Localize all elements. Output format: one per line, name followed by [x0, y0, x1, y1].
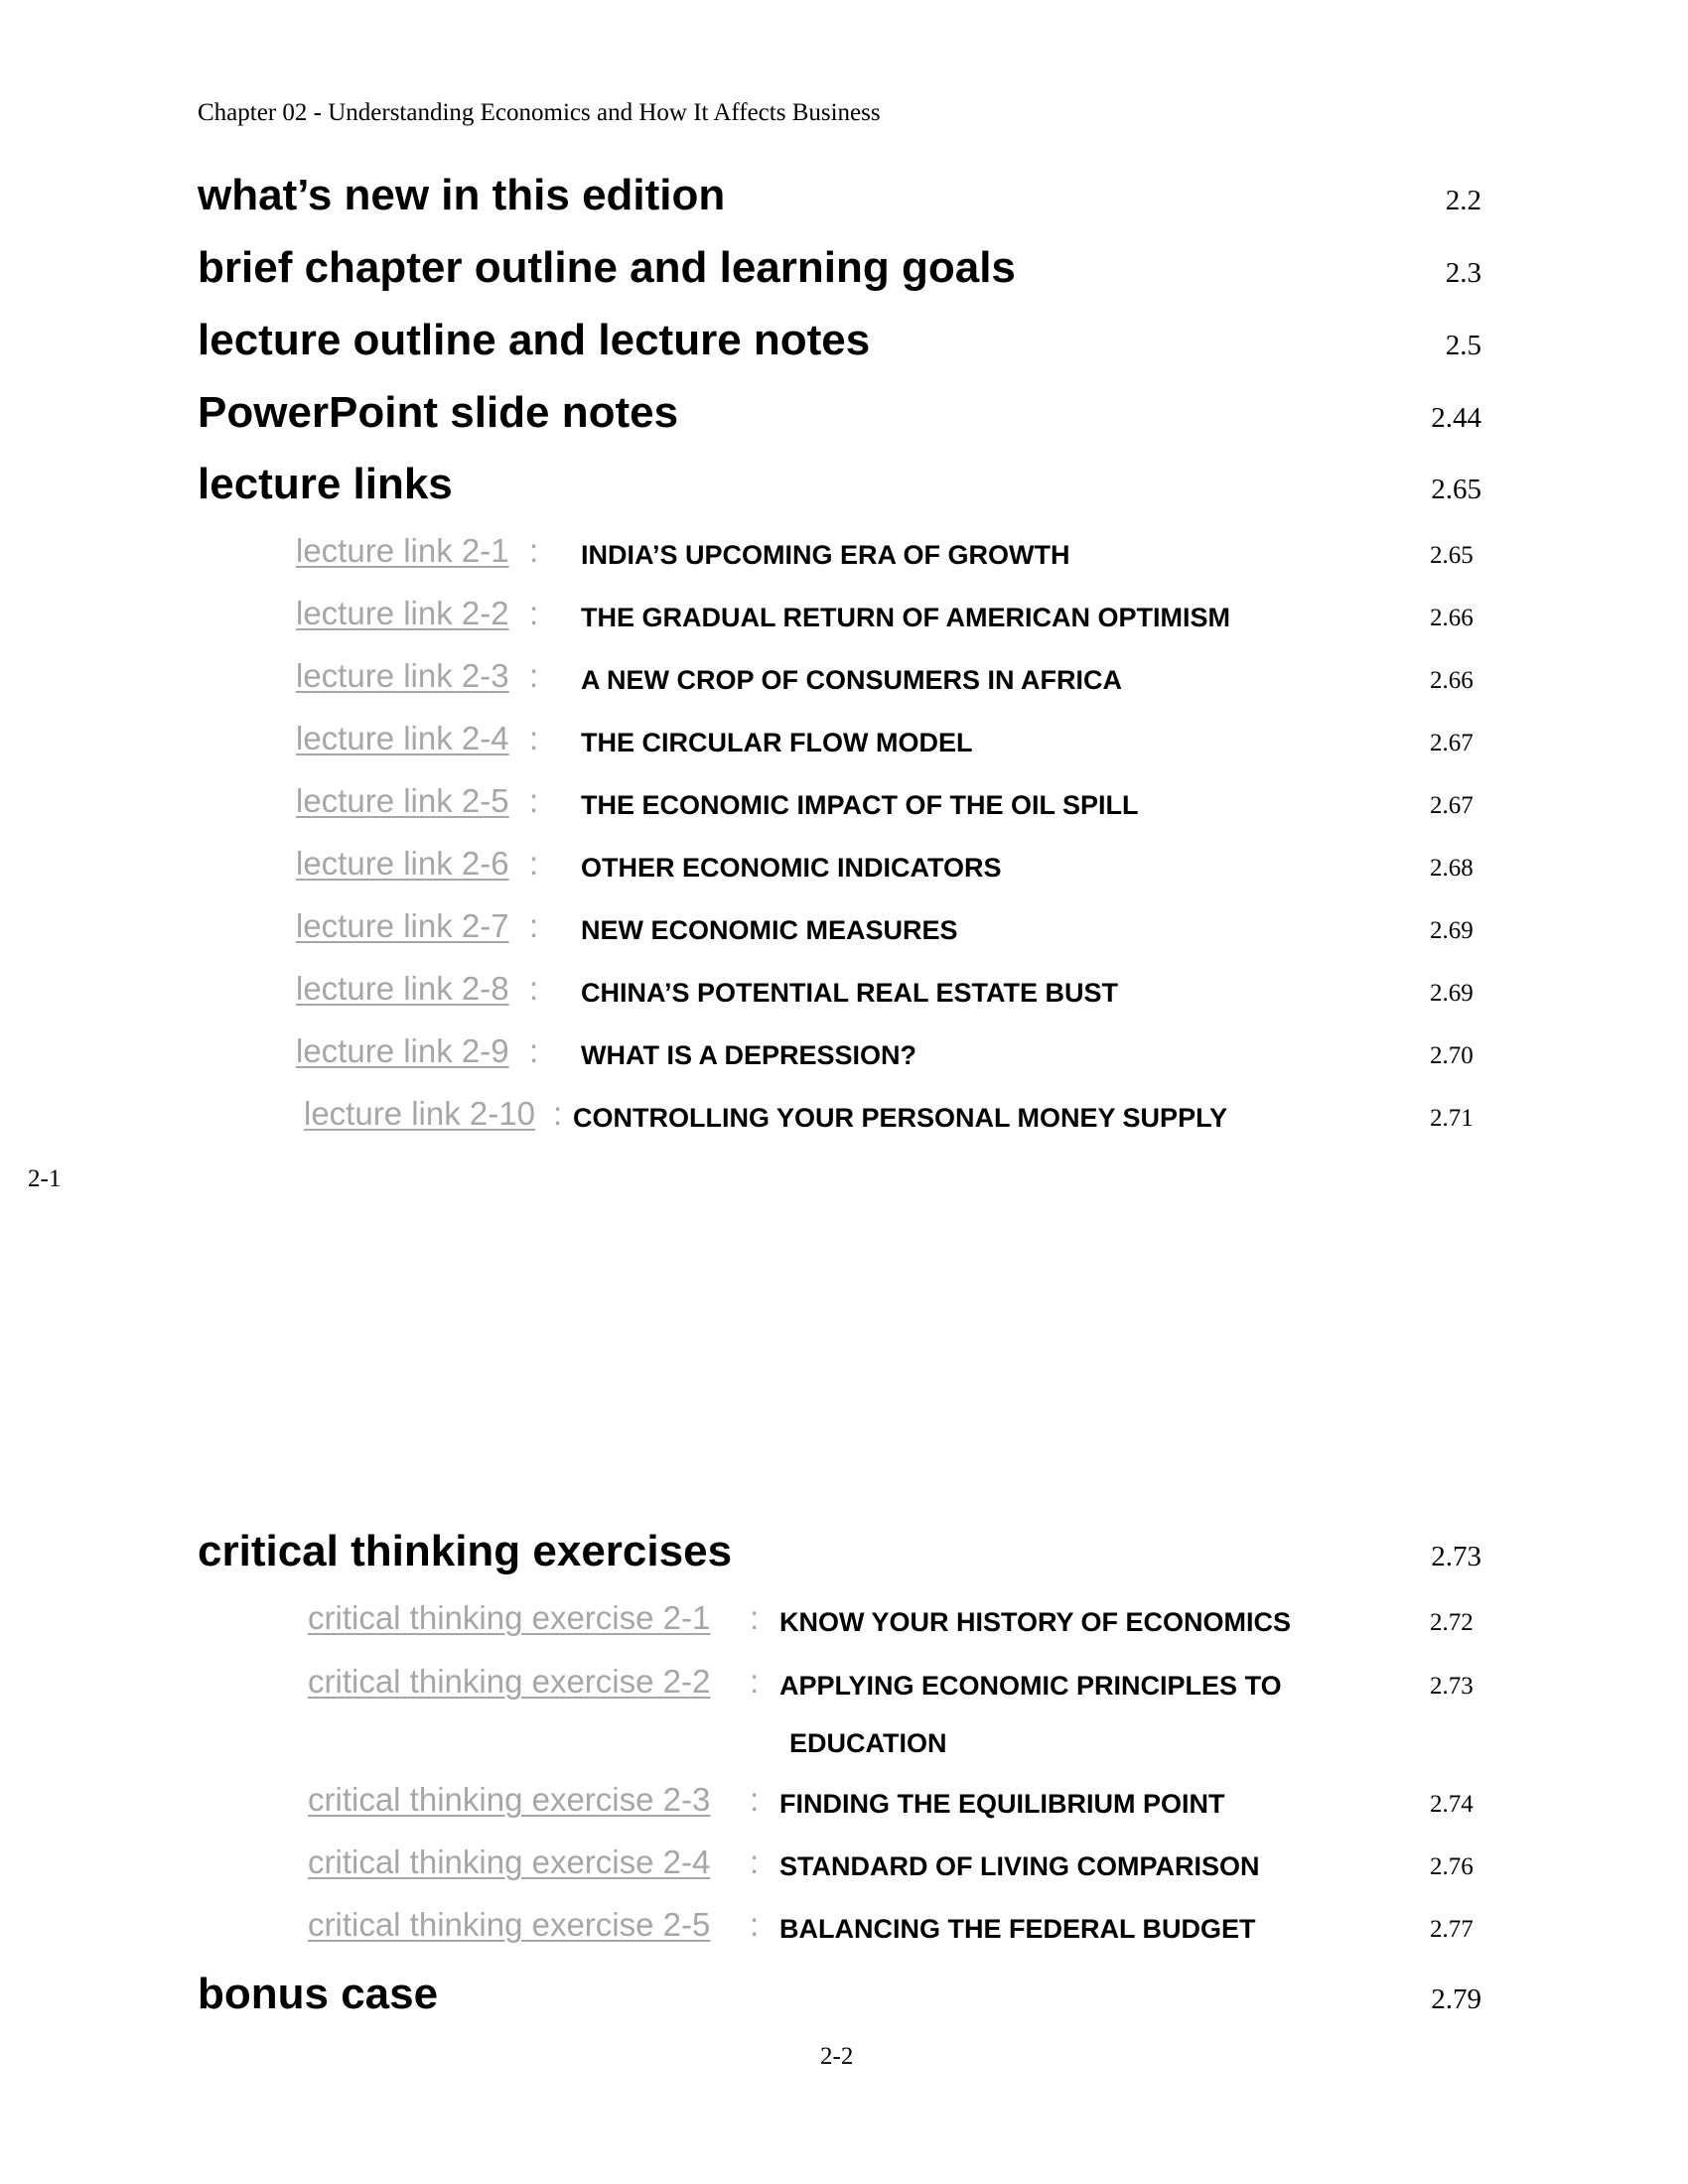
lecture-link-2-1[interactable]: lecture link 2-1: [296, 532, 509, 569]
exercise-page: 2.76: [1430, 1853, 1474, 1880]
toc-page-whats-new: 2.2: [1445, 185, 1481, 216]
exercise-title-continued: EDUCATION: [789, 1728, 947, 1758]
toc-page-brief-outline: 2.3: [1445, 257, 1481, 289]
exercise-page: 2.73: [1430, 1673, 1474, 1700]
lecture-link-title: THE ECONOMIC IMPACT OF THE OIL SPILL: [581, 790, 1139, 820]
lecture-link-page: 2.71: [1430, 1105, 1474, 1132]
lecture-link-title: THE GRADUAL RETURN OF AMERICAN OPTIMISM: [581, 603, 1230, 632]
lecture-link-colon: :: [529, 970, 539, 1007]
lecture-link-2-9[interactable]: lecture link 2-9: [296, 1032, 509, 1069]
lecture-link-colon: :: [529, 720, 539, 756]
lecture-link-page: 2.65: [1430, 542, 1474, 569]
lecture-link-title: INDIA’S UPCOMING ERA OF GROWTH: [581, 540, 1070, 570]
toc-heading-whats-new[interactable]: what’s new in this edition: [198, 171, 726, 219]
lecture-link-title: CONTROLLING YOUR PERSONAL MONEY SUPPLY: [573, 1103, 1228, 1133]
lecture-link-2-5[interactable]: lecture link 2-5: [296, 782, 509, 819]
exercise-colon: :: [750, 1663, 760, 1700]
lecture-link-colon: :: [529, 532, 539, 569]
critical-thinking-exercise-2-4[interactable]: critical thinking exercise 2-4: [308, 1843, 711, 1880]
lecture-link-2-4[interactable]: lecture link 2-4: [296, 720, 509, 756]
lecture-link-colon: :: [529, 1032, 539, 1069]
exercise-title: BALANCING THE FEDERAL BUDGET: [779, 1914, 1256, 1944]
lecture-link-title: OTHER ECONOMIC INDICATORS: [581, 853, 1002, 883]
exercise-page: 2.77: [1430, 1916, 1474, 1943]
lecture-link-colon: :: [529, 657, 539, 694]
toc-heading-bonus-case[interactable]: bonus case: [198, 1970, 439, 2018]
exercise-page: 2.72: [1430, 1609, 1474, 1636]
lecture-link-colon: :: [529, 595, 539, 631]
lecture-link-colon: :: [529, 907, 539, 944]
exercise-colon: :: [750, 1781, 760, 1818]
critical-thinking-exercise-2-3[interactable]: critical thinking exercise 2-3: [308, 1781, 711, 1818]
toc-heading-critical-thinking[interactable]: critical thinking exercises: [198, 1527, 733, 1575]
toc-page-bonus-case: 2.79: [1431, 1983, 1481, 2015]
toc-heading-powerpoint[interactable]: PowerPoint slide notes: [198, 388, 679, 437]
exercise-title: KNOW YOUR HISTORY OF ECONOMICS: [779, 1607, 1292, 1637]
lecture-link-title: THE CIRCULAR FLOW MODEL: [581, 728, 973, 757]
lecture-link-page: 2.69: [1430, 917, 1474, 944]
exercise-colon: :: [750, 1906, 760, 1943]
toc-heading-brief-outline[interactable]: brief chapter outline and learning goals: [198, 243, 1016, 292]
critical-thinking-exercise-2-2[interactable]: critical thinking exercise 2-2: [308, 1663, 711, 1700]
toc-heading-lecture-links[interactable]: lecture links: [198, 460, 453, 508]
lecture-link-title: NEW ECONOMIC MEASURES: [581, 915, 958, 945]
lecture-link-page: 2.66: [1430, 667, 1474, 694]
exercise-page: 2.74: [1430, 1791, 1474, 1818]
lecture-link-2-10[interactable]: lecture link 2-10: [304, 1095, 535, 1132]
lecture-link-title: A NEW CROP OF CONSUMERS IN AFRICA: [581, 665, 1123, 695]
lecture-link-page: 2.68: [1430, 855, 1474, 882]
lecture-link-page: 2.66: [1430, 605, 1474, 631]
lecture-link-page: 2.69: [1430, 980, 1474, 1007]
lecture-link-page: 2.70: [1430, 1042, 1474, 1069]
lecture-link-title: CHINA’S POTENTIAL REAL ESTATE BUST: [581, 978, 1119, 1008]
lecture-link-2-6[interactable]: lecture link 2-6: [296, 845, 509, 882]
lecture-link-2-3[interactable]: lecture link 2-3: [296, 657, 509, 694]
lecture-link-colon: :: [529, 782, 539, 819]
footer-page-number: 2-2: [820, 2043, 854, 2070]
critical-thinking-exercise-2-1[interactable]: critical thinking exercise 2-1: [308, 1599, 711, 1636]
exercise-title: APPLYING ECONOMIC PRINCIPLES TO: [779, 1671, 1282, 1701]
lecture-link-page: 2.67: [1430, 730, 1474, 756]
lecture-link-colon: :: [553, 1095, 563, 1132]
lecture-link-2-8[interactable]: lecture link 2-8: [296, 970, 509, 1007]
lecture-link-colon: :: [529, 845, 539, 882]
toc-heading-lecture-outline[interactable]: lecture outline and lecture notes: [198, 316, 871, 364]
exercise-colon: :: [750, 1599, 760, 1636]
critical-thinking-exercise-2-5[interactable]: critical thinking exercise 2-5: [308, 1906, 711, 1943]
exercise-colon: :: [750, 1843, 760, 1880]
exercise-title: STANDARD OF LIVING COMPARISON: [779, 1851, 1260, 1881]
toc-page-lecture-links: 2.65: [1431, 474, 1481, 505]
exercise-title: FINDING THE EQUILIBRIUM POINT: [779, 1789, 1225, 1819]
page-marker: 2-1: [28, 1165, 62, 1192]
lecture-link-title: WHAT IS A DEPRESSION?: [581, 1040, 917, 1070]
toc-page-powerpoint: 2.44: [1431, 402, 1481, 434]
lecture-link-2-2[interactable]: lecture link 2-2: [296, 595, 509, 631]
lecture-link-2-7[interactable]: lecture link 2-7: [296, 907, 509, 944]
toc-page-lecture-outline: 2.5: [1445, 330, 1481, 361]
lecture-link-page: 2.67: [1430, 792, 1474, 819]
chapter-header: Chapter 02 - Understanding Economics and How It Affects Business: [198, 99, 881, 126]
toc-page-critical-thinking: 2.73: [1431, 1541, 1481, 1572]
